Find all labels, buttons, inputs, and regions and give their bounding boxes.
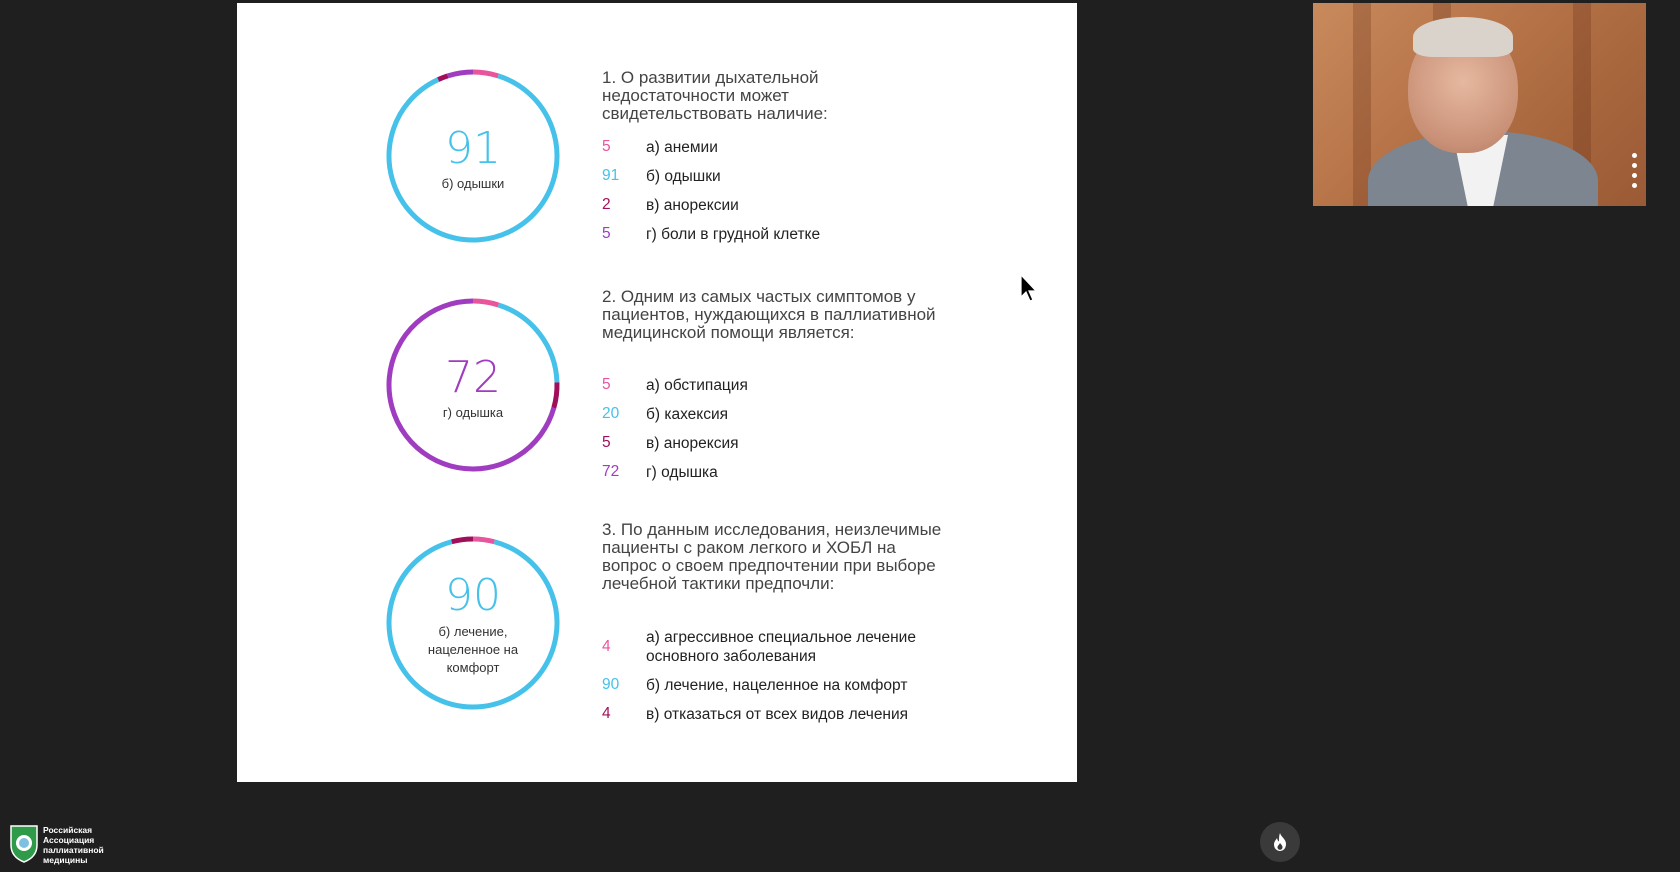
donut-segment-q1-2: [438, 76, 448, 80]
mouse-cursor-icon: [1020, 274, 1040, 304]
logo-text: Российская Ассоциация паллиативной медицины: [43, 825, 104, 865]
more-options-icon[interactable]: [1632, 153, 1638, 193]
donut-segment-q3-2: [452, 539, 473, 542]
donut-value-q2: 72: [445, 352, 501, 403]
shield-logo-icon: [9, 823, 39, 863]
donut-chart-q3: [380, 530, 566, 716]
option-value: 5: [602, 434, 611, 451]
option-value: 5: [602, 376, 611, 393]
option-value: 72: [602, 463, 620, 480]
option-label: г) одышка: [646, 464, 718, 481]
option-label: в) анорексия: [646, 435, 739, 452]
donut-label-q1: б) одышки: [441, 176, 505, 191]
option-label: б) одышки: [646, 168, 721, 185]
option-label: б) кахексия: [646, 406, 729, 423]
donut-value-q3: 90: [445, 570, 501, 621]
question-title-q3: 3. По данным исследования, неизлечимые пациенты с раком легкого и ХОБЛ на вопрос о своем предпочтении при выборе лечебной тактики предпочли:: [602, 520, 942, 593]
donut-segment-q1-0: [473, 72, 498, 76]
donut-segment-q1-3: [448, 72, 473, 76]
presentation-slide: [237, 3, 1077, 782]
donut-label-q2: г) одышка: [442, 405, 504, 420]
option-value: 5: [602, 138, 611, 155]
donut-value-q1: 91: [445, 123, 501, 174]
option-value: 91: [602, 167, 620, 184]
donut-segment-q2-0: [473, 301, 498, 305]
speaker-hair: [1413, 17, 1513, 57]
option-label: а) анемии: [646, 139, 718, 156]
option-label: в) анорексии: [646, 197, 739, 214]
donut-chart-q1: [380, 63, 566, 249]
participant-video[interactable]: [1313, 3, 1646, 206]
option-value: 20: [602, 405, 620, 422]
option-value: 4: [602, 705, 611, 722]
fire-icon: [1271, 832, 1289, 852]
donut-label-q3: б) лечение, нацеленное на комфорт: [427, 624, 519, 675]
option-value: 4: [602, 638, 611, 655]
option-value: 2: [602, 196, 611, 213]
question-title-q1: 1. О развитии дыхательной недостаточности может свидетельствовать наличие:: [602, 68, 828, 123]
donut-segment-q3-0: [473, 539, 494, 542]
option-label: б) лечение, нацеленное на комфорт: [646, 677, 908, 694]
donut-chart-q2: [380, 292, 566, 478]
option-label: а) агрессивное специальное лечение основного заболевания: [646, 629, 916, 665]
option-label: г) боли в грудной клетке: [646, 226, 821, 243]
option-value: 90: [602, 676, 620, 693]
option-label: а) обстипация: [646, 377, 748, 394]
reaction-button[interactable]: [1260, 822, 1300, 862]
option-value: 5: [602, 225, 611, 242]
option-label: в) отказаться от всех видов лечения: [646, 706, 909, 723]
question-title-q2: 2. Одним из самых частых симптомов у пациентов, нуждающихся в паллиативной медицинской помощи является:: [602, 287, 936, 342]
